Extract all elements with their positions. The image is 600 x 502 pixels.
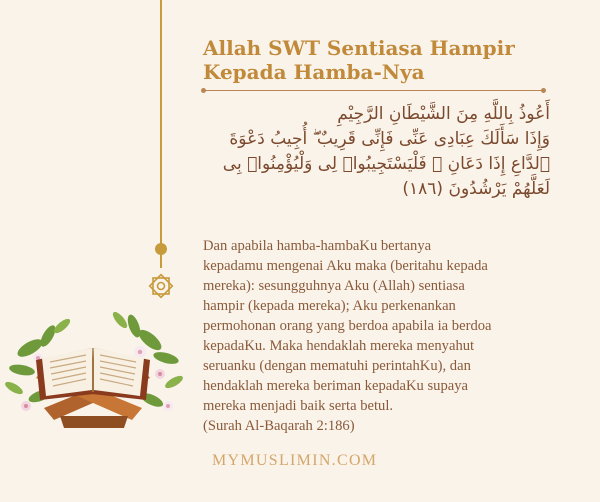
arabic-line-4: لَعَلَّهُمْ يَرْشُدُونَ (١٨٦) [402, 179, 550, 199]
quran-book-icon [36, 348, 150, 400]
translation-line: mereka menjadi baik serta betul. [203, 398, 394, 414]
arabic-line-1: أَعُوذُ بِاللَّهِ مِنَ الشَّيْطَانِ الرَّجِيْمِ [337, 104, 550, 124]
hanging-bead [155, 243, 167, 255]
translation-line: kepadaKu. Maka hendaklah mereka menyahut [203, 338, 475, 354]
translation-line: hendaklah mereka beriman kepadaKu supaya [203, 378, 469, 394]
divider-dot-right [541, 88, 546, 93]
translation-line: seruanku (dengan mematuhi perintahKu), dan [203, 358, 471, 374]
title-line-1: Allah SWT Sentiasa Hampir [203, 36, 515, 60]
translation-line: mereka): sesungguhnya Aku (Allah) sentiasa [203, 278, 465, 294]
translation-line: kepadamu mengenai Aku maka (beritahu kepada [203, 258, 488, 274]
arabic-line-2: وَإِذَا سَأَلَكَ عِبَادِى عَنِّى فَإِنِّى قَرِيبٌ ۖ أُجِيبُ دَعْوَةَ [229, 129, 550, 149]
verse-translation [203, 236, 563, 436]
verse-reference: (Surah Al-Baqarah 2:186) [203, 418, 355, 434]
arabic-verse [198, 102, 550, 202]
divider-dot-left [201, 88, 206, 93]
hanging-string [160, 0, 162, 268]
website-footer: MYMUSLIMIN.COM [212, 452, 378, 469]
quran-rehal-illustration [0, 296, 186, 436]
arabic-line-3: ٱلدَّاعِ إِذَا دَعَانِ ۖ فَلْيَسْتَجِيبُوا۟ لِى وَلْيُؤْمِنُوا۟ بِى [222, 154, 550, 174]
translation-line: Dan apabila hamba-hambaKu bertanya [203, 238, 432, 254]
title-divider [203, 90, 543, 91]
translation-line: hampir (kepada mereka); Aku perkenankan [203, 298, 456, 314]
translation-line: permohonan orang yang berdoa apabila ia berdoa [203, 318, 492, 334]
title-line-2: Kepada Hamba-Nya [203, 60, 425, 84]
page-title [203, 36, 563, 84]
